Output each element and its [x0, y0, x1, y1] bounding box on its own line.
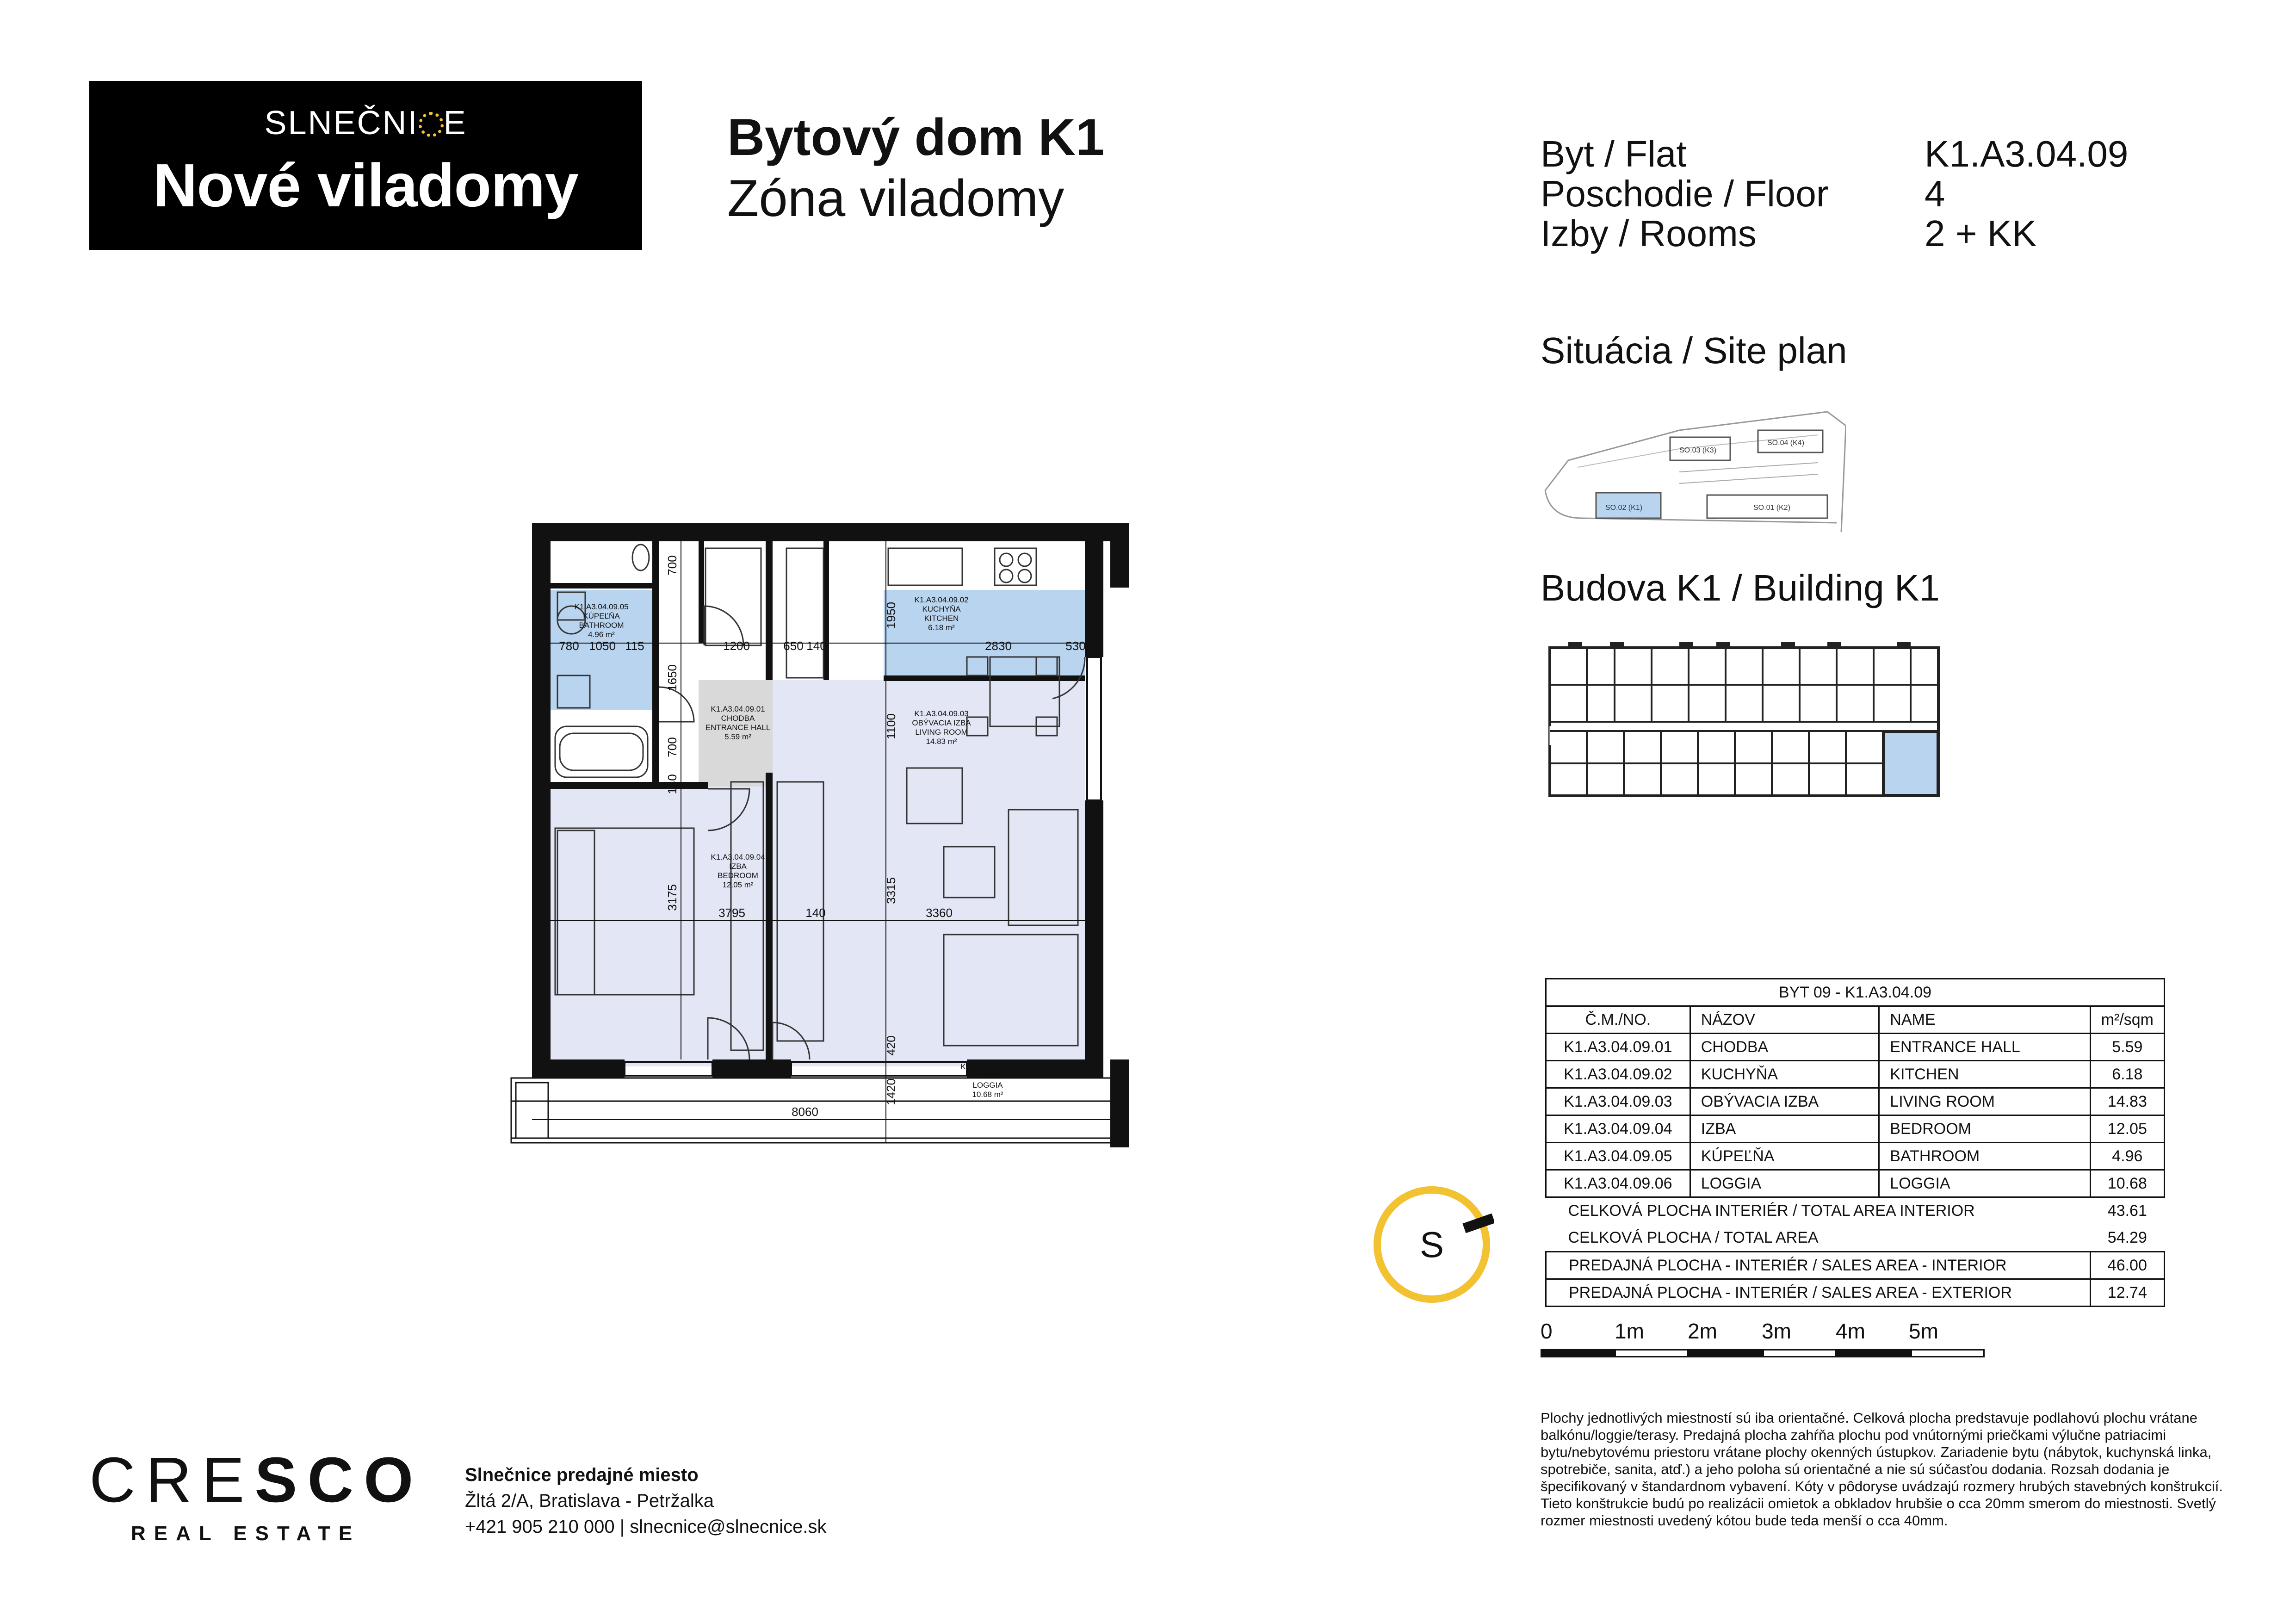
brand-title: Nové viladomy [153, 151, 578, 219]
sales-row [1546, 1252, 2165, 1279]
sales-label: PREDAJNÁ PLOCHA - INTERIÉR / SALES AREA - INTERIOR [1546, 1252, 2091, 1279]
scale-label: 3m [1762, 1319, 1791, 1343]
dim-text: 3795 [718, 906, 745, 920]
scale-label: 0 [1541, 1319, 1553, 1343]
dim-text: 3360 [926, 906, 953, 920]
bath-name-sk: KÚPEĽŇA [583, 612, 620, 620]
site-label-so04: SO.04 (K4) [1767, 439, 1805, 447]
kitchen-code: K1.A3.04.09.02 [914, 595, 969, 604]
table-row [1546, 1034, 2165, 1061]
bedroom-area: 12.05 m² [722, 880, 754, 889]
table-title-row [1546, 979, 2165, 1006]
cell-code: K1.A3.04.09.02 [1546, 1061, 1690, 1088]
scale-segment [1615, 1349, 1689, 1357]
cell-area: 12.05 [2090, 1115, 2164, 1143]
dim-text: 420 [884, 1035, 898, 1056]
info-key: Poschodie / Floor [1541, 173, 1829, 214]
total-label: CELKOVÁ PLOCHA / TOTAL AREA [1568, 1228, 1819, 1246]
total-value: 54.29 [2107, 1228, 2147, 1246]
scale-label: 2m [1688, 1319, 1717, 1343]
cell-area: 4.96 [2090, 1143, 2164, 1170]
dim-text: 1650 [665, 664, 679, 691]
cell-area: 14.83 [2090, 1088, 2164, 1115]
loggia-name-sk: LOGGIA [972, 1072, 1003, 1080]
table-row [1546, 1170, 2165, 1197]
living-code: K1.A3.04.09.03 [914, 709, 969, 718]
dim-text: 3315 [884, 877, 898, 904]
scale-segment [1911, 1349, 1985, 1357]
bath-code: K1.A3.04.09.05 [574, 602, 629, 611]
cell-sk: KÚPEĽŇA [1690, 1143, 1879, 1170]
page-title: Bytový dom K1 [727, 108, 1105, 166]
dim-text: 700 [665, 555, 679, 576]
bath-area: 4.96 m² [588, 630, 615, 639]
dim-text: 530 [1065, 639, 1086, 653]
brand-logo [89, 81, 642, 250]
company-wordmark [89, 1444, 424, 1516]
hall-name-sk: CHODBA [721, 714, 755, 723]
bedroom-name-sk: IZBA [729, 862, 747, 871]
flat-info [1541, 134, 2202, 254]
compass-letter: S [1419, 1224, 1444, 1265]
dim-text: 1950 [884, 602, 898, 629]
table-header-row [1546, 1006, 2165, 1034]
scale-segment [1763, 1349, 1837, 1357]
cell-sk: OBÝVACIA IZBA [1690, 1088, 1879, 1115]
info-row [1541, 214, 2202, 254]
dim-text: 140 [806, 639, 827, 653]
north-marker [1464, 1218, 1493, 1228]
hall-name-en: ENTRANCE HALL [705, 723, 771, 732]
cell-code: K1.A3.04.09.04 [1546, 1115, 1690, 1143]
company-wordmark-light: CRE [89, 1444, 255, 1516]
bedroom-name-en: BEDROOM [718, 871, 758, 880]
site-label-so01: SO.01 (K2) [1753, 504, 1791, 512]
company-logo [89, 1444, 424, 1545]
contact-title: Slnečnice predajné miesto [465, 1465, 699, 1485]
dim-text: 8060 [792, 1105, 818, 1119]
building-plan [1541, 638, 1948, 805]
cell-sk: CHODBA [1690, 1034, 1879, 1061]
scale-label: 1m [1615, 1319, 1644, 1343]
dim-text: 650 [783, 639, 804, 653]
sales-value: 46.00 [2090, 1252, 2164, 1279]
scale-segment [1837, 1349, 1911, 1357]
cell-en: BATHROOM [1879, 1143, 2090, 1170]
kitchen-area: 6.18 m² [928, 623, 955, 632]
site-plan-title: Situácia / Site plan [1541, 330, 1847, 371]
loggia-code: K1.A3.04.09.06 [960, 1062, 1015, 1071]
living-name-en: LIVING ROOM [915, 728, 968, 737]
total-label: CELKOVÁ PLOCHA INTERIÉR / TOTAL AREA INTERIOR [1568, 1202, 1975, 1220]
table-header: Č.M./NO. [1546, 1006, 1690, 1034]
cell-sk: IZBA [1690, 1115, 1879, 1143]
cell-sk: LOGGIA [1690, 1170, 1879, 1197]
dim-text: 1200 [723, 639, 750, 653]
page-subtitle: Zóna viladomy [727, 169, 1064, 227]
company-wordmark-bold: SCO [254, 1444, 424, 1516]
info-row [1541, 174, 2202, 214]
total-value: 43.61 [2107, 1202, 2147, 1220]
table-row [1546, 1088, 2165, 1115]
compass-icon [1369, 1182, 1494, 1307]
cell-area: 6.18 [2090, 1061, 2164, 1088]
info-value: 2 + KK [1925, 213, 2037, 254]
info-value: 4 [1925, 173, 1945, 214]
cell-code: K1.A3.04.09.01 [1546, 1034, 1690, 1061]
kitchen-fill [884, 590, 1085, 680]
contact-info [465, 1462, 827, 1540]
sun-icon [419, 112, 444, 137]
scale-segment [1541, 1349, 1615, 1357]
dim-text: 1100 [884, 713, 898, 739]
table-header: m²/sqm [2090, 1006, 2164, 1034]
table-header: NAME [1879, 1006, 2090, 1034]
loggia-name-en: LOGGIA [972, 1081, 1003, 1090]
info-key: Byt / Flat [1541, 133, 1687, 174]
highlighted-flat [1884, 732, 1937, 795]
company-sub: REAL ESTATE [131, 1522, 361, 1545]
bath-name-en: BATHROOM [579, 621, 624, 630]
site-trees [1679, 463, 1818, 483]
cell-area: 10.68 [2090, 1170, 2164, 1197]
cell-code: K1.A3.04.09.05 [1546, 1143, 1690, 1170]
cell-en: ENTRANCE HALL [1879, 1034, 2090, 1061]
site-label-so02: SO.02 (K1) [1605, 504, 1643, 512]
building-title: Budova K1 / Building K1 [1541, 567, 1940, 608]
total-row [1546, 1197, 2165, 1225]
hall-code: K1.A3.04.09.01 [711, 705, 765, 713]
dim-text: 2830 [985, 639, 1012, 653]
living-name-sk: OBÝVACIA IZBA [912, 719, 971, 727]
contact-address: Žltá 2/A, Bratislava - Petržalka [465, 1491, 714, 1511]
info-key: Izby / Rooms [1541, 213, 1757, 254]
room-table [1545, 978, 2165, 1307]
cell-sk: KUCHYŇA [1690, 1061, 1879, 1088]
sales-row [1546, 1279, 2165, 1307]
table-row [1546, 1061, 2165, 1088]
cell-area: 5.59 [2090, 1034, 2164, 1061]
table-row [1546, 1115, 2165, 1143]
cell-en: KITCHEN [1879, 1061, 2090, 1088]
info-row [1541, 134, 2202, 174]
loggia-area: 10.68 m² [972, 1090, 1003, 1099]
table-header: NÁZOV [1690, 1006, 1879, 1034]
living-area: 14.83 m² [926, 737, 957, 746]
scale-segment [1689, 1349, 1763, 1357]
dim-text: 1050 [589, 639, 616, 653]
hall-area: 5.59 m² [724, 732, 751, 741]
bedroom-code: K1.A3.04.09.04 [711, 853, 765, 861]
kitchen-name-en: KITCHEN [924, 614, 959, 623]
cell-code: K1.A3.04.09.06 [1546, 1170, 1690, 1197]
floor-plan [490, 523, 1129, 1147]
info-value: K1.A3.04.09 [1925, 133, 2129, 174]
kitchen-name-sk: KUCHYŇA [922, 605, 961, 613]
sales-label: PREDAJNÁ PLOCHA - INTERIÉR / SALES AREA - EXTERIOR [1546, 1279, 2091, 1307]
cell-code: K1.A3.04.09.03 [1546, 1088, 1690, 1115]
sales-value: 12.74 [2090, 1279, 2164, 1307]
dim-text: 115 [625, 639, 644, 653]
cell-en: BEDROOM [1879, 1115, 2090, 1143]
dim-text: 3175 [665, 884, 679, 911]
site-plan-map [1541, 379, 1846, 532]
cell-en: LOGGIA [1879, 1170, 2090, 1197]
disclaimer-note: Plochy jednotlivých miestností sú iba orientačné. Celková plocha predstavuje podlahovú plochu vrátane balkónu/loggie/terasy. Predajná plocha zahŕňa plochu pod vnútornými priečkami výlučne patriacimi bytu/nebytovému priestoru vrátane plochy okenných ústupkov. Zariadenie bytu (nábytok, kuchynská linka, spotrebiče, sanita, atď.) a jeho poloha sú orientačné a nie sú súčasťou dodania. Rozsah dodania je špecifikovaný v štandardnom vybavení. Kóty v pôdoryse uvádzajú rozmery hrubých stavebných konštrukcií. Tieto konštrukcie budú po realizácii omietok a obkladov hrubšie o cca 20mm smerom do miestnosti. Svetlý rozmer miestnosti uvedený kótou bude teda menší o cca 40mm. [1541, 1410, 2223, 1529]
contact-phone-email[interactable]: +421 905 210 000 | slnecnice@slnecnice.sk [465, 1517, 827, 1537]
brand-small-text: SLNEČNI [264, 105, 419, 142]
site-label-so03: SO.03 (K3) [1679, 446, 1717, 454]
dim-text: 780 [559, 639, 579, 653]
cell-en: LIVING ROOM [1879, 1088, 2090, 1115]
dim-text: 140 [805, 906, 826, 920]
table-row [1546, 1143, 2165, 1170]
scale-label: 5m [1909, 1319, 1938, 1343]
dim-text: 1420 [884, 1078, 898, 1105]
total-row [1546, 1225, 2165, 1252]
dim-text: 700 [665, 737, 679, 757]
table-title: BYT 09 - K1.A3.04.09 [1546, 979, 2165, 1006]
brand-small [89, 104, 642, 142]
brand-small-end: E [443, 105, 467, 142]
scale-label: 4m [1836, 1319, 1865, 1343]
scale-bar [1541, 1319, 1985, 1360]
dim-text: 140 [665, 774, 679, 794]
